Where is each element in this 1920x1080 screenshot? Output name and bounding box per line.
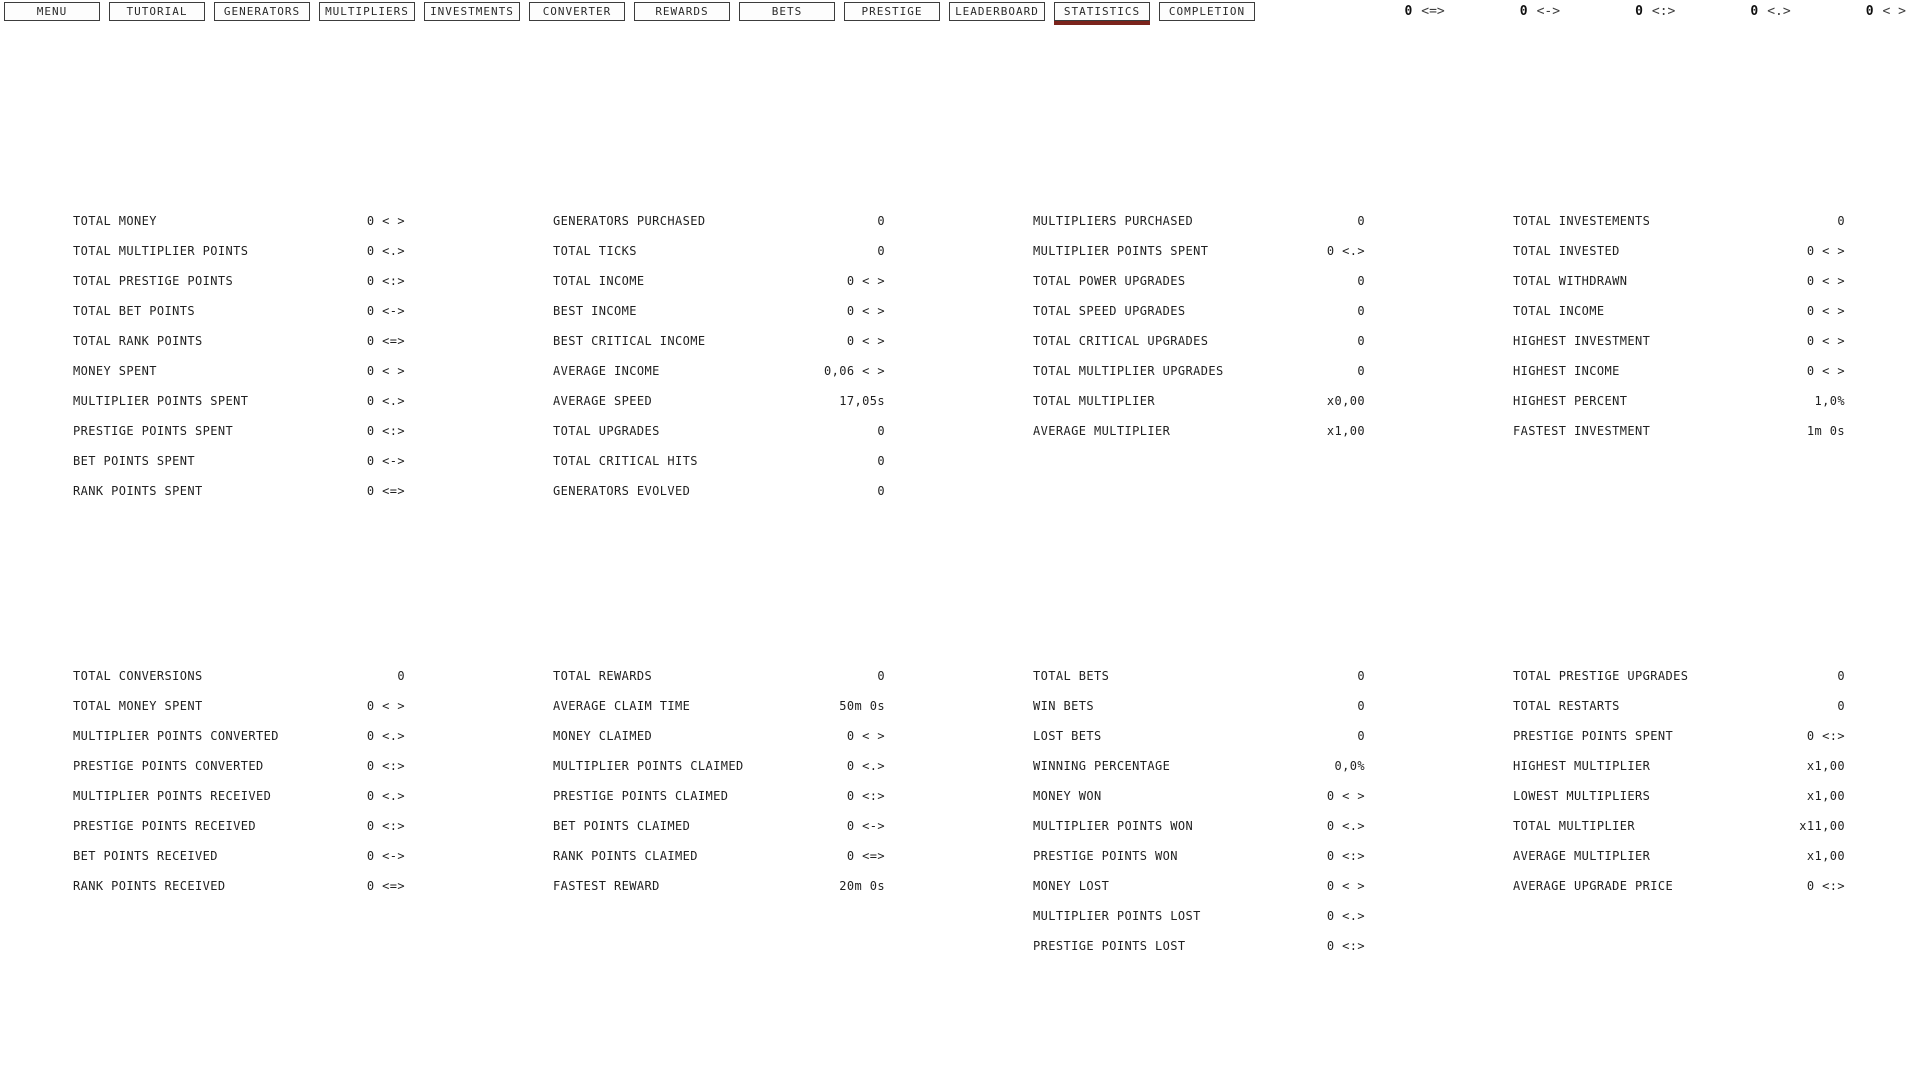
stat-value: 0 <-> xyxy=(366,304,405,318)
stat-label: AVERAGE UPGRADE PRICE xyxy=(1513,879,1674,893)
stat-row xyxy=(553,781,885,811)
stat-row xyxy=(1513,811,1845,841)
stat-value: 0 <.> xyxy=(366,729,405,743)
stat-label: MULTIPLIER POINTS SPENT xyxy=(1033,244,1209,258)
stat-label: LOWEST MULTIPLIERS xyxy=(1513,789,1651,803)
stat-value: 0,06 < > xyxy=(824,364,885,378)
stat-label: TOTAL CRITICAL HITS xyxy=(553,454,698,468)
stat-value: 0 xyxy=(397,669,405,683)
currency-amount: 0 xyxy=(1750,4,1759,19)
stat-row xyxy=(73,751,405,781)
stat-row xyxy=(1513,296,1845,326)
stat-label: RANK POINTS SPENT xyxy=(73,484,203,498)
nav-button-bets[interactable]: BETS xyxy=(739,2,835,21)
stat-value: 0 <.> xyxy=(1326,819,1365,833)
stat-value: 0 <-> xyxy=(366,849,405,863)
stat-label: TOTAL MULTIPLIER xyxy=(1033,394,1155,408)
stat-value: 0 <=> xyxy=(366,879,405,893)
stat-row xyxy=(73,416,405,446)
stat-row xyxy=(553,446,885,476)
currency-icon: < > xyxy=(1882,4,1906,19)
stat-row xyxy=(1033,691,1365,721)
stat-label: TOTAL REWARDS xyxy=(553,669,653,683)
stat-value: 0 xyxy=(1357,334,1365,348)
stat-value: 0 xyxy=(877,424,885,438)
stat-row xyxy=(553,386,885,416)
currency-icon: <=> xyxy=(1421,4,1445,19)
stat-label: TOTAL INCOME xyxy=(1513,304,1605,318)
stat-label: PRESTIGE POINTS CONVERTED xyxy=(73,759,264,773)
stat-label: HIGHEST INCOME xyxy=(1513,364,1620,378)
stat-value: 0 < > xyxy=(1806,274,1845,288)
stat-row xyxy=(553,416,885,446)
stat-value: 0 < > xyxy=(366,214,405,228)
stat-value: 0 xyxy=(877,214,885,228)
nav-button-menu[interactable]: MENU xyxy=(4,2,100,21)
stat-row xyxy=(73,661,405,691)
stat-row xyxy=(1033,841,1365,871)
stat-row xyxy=(553,206,885,236)
stat-row xyxy=(553,236,885,266)
stat-row xyxy=(553,661,885,691)
stat-row xyxy=(73,236,405,266)
stat-label: MULTIPLIER POINTS WON xyxy=(1033,819,1194,833)
nav-tabs xyxy=(4,2,1255,21)
stat-row xyxy=(1033,931,1365,961)
stat-label: TOTAL MONEY xyxy=(73,214,157,228)
stat-label: TOTAL WITHDRAWN xyxy=(1513,274,1628,288)
currency-bet-points xyxy=(1520,4,1560,19)
stat-row xyxy=(1513,416,1845,446)
stat-value: 0 xyxy=(1357,274,1365,288)
stats-section-rewards xyxy=(553,661,885,901)
stats-section-general xyxy=(73,206,405,506)
stat-value: 0 <:> xyxy=(366,274,405,288)
stat-label: TOTAL MULTIPLIER UPGRADES xyxy=(1033,364,1224,378)
stat-row xyxy=(1033,206,1365,236)
stat-row xyxy=(73,871,405,901)
stat-label: TOTAL TICKS xyxy=(553,244,637,258)
stat-row xyxy=(1513,206,1845,236)
stat-value: 0 <.> xyxy=(366,244,405,258)
stat-label: MULTIPLIER POINTS CONVERTED xyxy=(73,729,279,743)
stat-label: MULTIPLIER POINTS LOST xyxy=(1033,909,1201,923)
stat-value: 1m 0s xyxy=(1806,424,1845,438)
stat-label: TOTAL CRITICAL UPGRADES xyxy=(1033,334,1209,348)
nav-button-multipliers[interactable]: MULTIPLIERS xyxy=(319,2,415,21)
stat-row xyxy=(553,326,885,356)
stat-label: MONEY LOST xyxy=(1033,879,1110,893)
stat-value: 0 < > xyxy=(1806,364,1845,378)
stats-section-converter xyxy=(73,661,405,901)
stat-value: 0 xyxy=(1357,699,1365,713)
stat-label: TOTAL POWER UPGRADES xyxy=(1033,274,1186,288)
stat-row xyxy=(1513,661,1845,691)
stat-label: TOTAL BETS xyxy=(1033,669,1110,683)
stat-row xyxy=(553,721,885,751)
stat-value: 0 < > xyxy=(846,729,885,743)
stat-label: MULTIPLIER POINTS RECEIVED xyxy=(73,789,272,803)
stat-value: x1,00 xyxy=(1806,759,1845,773)
currency-rank-points xyxy=(1404,4,1444,19)
stat-row xyxy=(553,266,885,296)
stat-label: WINNING PERCENTAGE xyxy=(1033,759,1171,773)
currency-icon: <:> xyxy=(1651,4,1676,19)
stat-value: 0 xyxy=(1837,214,1845,228)
currency-icon: <-> xyxy=(1536,4,1561,19)
stat-row xyxy=(1513,781,1845,811)
stat-value: 0 xyxy=(1357,729,1365,743)
stat-value: 0 < > xyxy=(1326,879,1365,893)
stat-row xyxy=(73,811,405,841)
stat-value: 0 xyxy=(1357,214,1365,228)
stat-label: PRESTIGE POINTS SPENT xyxy=(1513,729,1674,743)
stat-value: 0 <=> xyxy=(366,334,405,348)
stat-label: MULTIPLIER POINTS SPENT xyxy=(73,394,249,408)
stat-label: PRESTIGE POINTS WON xyxy=(1033,849,1178,863)
stat-value: 0 < > xyxy=(1806,334,1845,348)
nav-button-generators[interactable]: GENERATORS xyxy=(214,2,310,21)
stat-value: x1,00 xyxy=(1326,424,1365,438)
stat-value: 0 < > xyxy=(846,274,885,288)
stat-label: HIGHEST PERCENT xyxy=(1513,394,1628,408)
stat-label: TOTAL SPEED UPGRADES xyxy=(1033,304,1186,318)
stat-value: 0 xyxy=(1357,364,1365,378)
stat-label: BEST INCOME xyxy=(553,304,637,318)
stat-label: TOTAL PRESTIGE POINTS xyxy=(73,274,234,288)
currency-amount: 0 xyxy=(1404,4,1413,19)
stat-row xyxy=(1033,871,1365,901)
stat-row xyxy=(1513,266,1845,296)
stat-value: 0 xyxy=(877,669,885,683)
currency-icon: <.> xyxy=(1767,4,1791,19)
stat-value: 50m 0s xyxy=(839,699,885,713)
stat-label: RANK POINTS CLAIMED xyxy=(553,849,698,863)
stat-label: AVERAGE MULTIPLIER xyxy=(1033,424,1171,438)
stat-value: 0 xyxy=(877,244,885,258)
stat-label: MULTIPLIERS PURCHASED xyxy=(1033,214,1194,228)
stat-row xyxy=(1513,871,1845,901)
stat-row xyxy=(1033,356,1365,386)
stats-section-generators xyxy=(553,206,885,506)
stat-label: WIN BETS xyxy=(1033,699,1094,713)
stat-row xyxy=(1513,236,1845,266)
stat-label: TOTAL UPGRADES xyxy=(553,424,660,438)
stat-row xyxy=(1513,721,1845,751)
stat-label: TOTAL MONEY SPENT xyxy=(73,699,203,713)
stat-row xyxy=(73,446,405,476)
stat-value: 0 <=> xyxy=(366,484,405,498)
stat-value: 0 <:> xyxy=(846,789,885,803)
stat-value: x0,00 xyxy=(1326,394,1365,408)
stat-label: BET POINTS CLAIMED xyxy=(553,819,691,833)
currency-bar xyxy=(1404,4,1906,19)
stat-row xyxy=(1033,416,1365,446)
currency-amount: 0 xyxy=(1865,4,1874,19)
stat-value: 1,0% xyxy=(1814,394,1845,408)
stat-label: AVERAGE CLAIM TIME xyxy=(553,699,691,713)
stat-label: MONEY SPENT xyxy=(73,364,157,378)
stat-row xyxy=(73,721,405,751)
nav-button-investments[interactable]: INVESTMENTS xyxy=(424,2,520,21)
stat-value: 0 < > xyxy=(1326,789,1365,803)
stat-value: 0 <.> xyxy=(1326,909,1365,923)
stat-label: MONEY CLAIMED xyxy=(553,729,653,743)
stat-row xyxy=(1033,781,1365,811)
stat-value: x1,00 xyxy=(1806,789,1845,803)
stat-row xyxy=(73,356,405,386)
stat-label: GENERATORS PURCHASED xyxy=(553,214,706,228)
stat-value: 0 <=> xyxy=(846,849,885,863)
stat-value: 0 < > xyxy=(1806,244,1845,258)
stat-value: 0 <:> xyxy=(366,424,405,438)
stat-label: LOST BETS xyxy=(1033,729,1102,743)
stats-section-investments xyxy=(1513,206,1845,446)
stat-label: TOTAL CONVERSIONS xyxy=(73,669,203,683)
stat-value: 0 < > xyxy=(846,304,885,318)
stat-value: 0 <:> xyxy=(1326,849,1365,863)
nav-button-rewards[interactable]: REWARDS xyxy=(634,2,730,21)
stat-label: PRESTIGE POINTS SPENT xyxy=(73,424,234,438)
stat-value: 0 <:> xyxy=(1806,879,1845,893)
stat-row xyxy=(73,476,405,506)
stat-label: TOTAL RESTARTS xyxy=(1513,699,1620,713)
stat-row xyxy=(553,691,885,721)
stat-label: TOTAL INVESTEMENTS xyxy=(1513,214,1651,228)
stat-label: GENERATORS EVOLVED xyxy=(553,484,691,498)
stat-row xyxy=(73,296,405,326)
stat-label: MULTIPLIER POINTS CLAIMED xyxy=(553,759,744,773)
stat-label: FASTEST INVESTMENT xyxy=(1513,424,1651,438)
stat-row xyxy=(73,266,405,296)
stat-row xyxy=(73,781,405,811)
stat-row xyxy=(1033,266,1365,296)
stat-value: 17,05s xyxy=(839,394,885,408)
stat-label: PRESTIGE POINTS RECEIVED xyxy=(73,819,256,833)
stat-row xyxy=(553,811,885,841)
stat-value: 0 <.> xyxy=(1326,244,1365,258)
stat-label: AVERAGE SPEED xyxy=(553,394,653,408)
nav-button-leaderboard[interactable]: LEADERBOARD xyxy=(949,2,1045,21)
stat-value: 0 <.> xyxy=(366,394,405,408)
stats-section-bets xyxy=(1033,661,1365,961)
stat-row xyxy=(1033,326,1365,356)
stat-row xyxy=(1033,751,1365,781)
stat-value: 0 xyxy=(877,454,885,468)
stat-value: 0,0% xyxy=(1334,759,1365,773)
stat-label: TOTAL RANK POINTS xyxy=(73,334,203,348)
stat-label: BET POINTS RECEIVED xyxy=(73,849,218,863)
currency-amount: 0 xyxy=(1635,4,1643,19)
stat-row xyxy=(1033,811,1365,841)
stat-label: AVERAGE INCOME xyxy=(553,364,660,378)
stat-value: 0 xyxy=(877,484,885,498)
stat-row xyxy=(73,206,405,236)
stat-value: x11,00 xyxy=(1799,819,1845,833)
stat-row xyxy=(553,476,885,506)
stat-row xyxy=(73,326,405,356)
stat-row xyxy=(1513,326,1845,356)
stat-label: TOTAL BET POINTS xyxy=(73,304,195,318)
stat-value: 0 <.> xyxy=(366,789,405,803)
stat-label: HIGHEST INVESTMENT xyxy=(1513,334,1651,348)
stat-value: 0 <-> xyxy=(366,454,405,468)
stat-label: TOTAL MULTIPLIER xyxy=(1513,819,1635,833)
stat-row xyxy=(553,751,885,781)
nav-button-completion[interactable]: COMPLETION xyxy=(1159,2,1255,21)
stat-row xyxy=(1033,901,1365,931)
stat-label: BET POINTS SPENT xyxy=(73,454,195,468)
stat-label: HIGHEST MULTIPLIER xyxy=(1513,759,1651,773)
stat-value: 0 <-> xyxy=(846,819,885,833)
stat-row xyxy=(1033,661,1365,691)
stat-label: RANK POINTS RECEIVED xyxy=(73,879,226,893)
currency-prestige-points xyxy=(1635,4,1675,19)
stat-value: 20m 0s xyxy=(839,879,885,893)
stat-value: 0 <:> xyxy=(1806,729,1845,743)
stat-row xyxy=(1033,386,1365,416)
stat-row xyxy=(553,841,885,871)
stat-value: 0 xyxy=(1357,669,1365,683)
stat-row xyxy=(1513,386,1845,416)
stat-row xyxy=(1513,841,1845,871)
stat-row xyxy=(1513,356,1845,386)
stat-label: TOTAL MULTIPLIER POINTS xyxy=(73,244,249,258)
nav-button-statistics[interactable]: STATISTICS xyxy=(1054,2,1150,21)
stat-label: MONEY WON xyxy=(1033,789,1102,803)
stat-row xyxy=(1513,691,1845,721)
stat-value: 0 <.> xyxy=(846,759,885,773)
stat-row xyxy=(1033,236,1365,266)
stat-label: TOTAL INVESTED xyxy=(1513,244,1620,258)
stats-section-prestige xyxy=(1513,661,1845,901)
stat-label: FASTEST REWARD xyxy=(553,879,660,893)
stat-label: AVERAGE MULTIPLIER xyxy=(1513,849,1651,863)
stat-label: PRESTIGE POINTS CLAIMED xyxy=(553,789,729,803)
currency-multiplier-points xyxy=(1750,4,1790,19)
nav-button-prestige[interactable]: PRESTIGE xyxy=(844,2,940,21)
currency-amount: 0 xyxy=(1519,4,1528,19)
stat-label: TOTAL INCOME xyxy=(553,274,645,288)
stat-value: x1,00 xyxy=(1806,849,1845,863)
stat-row xyxy=(1033,721,1365,751)
stat-row xyxy=(553,296,885,326)
stat-row xyxy=(1513,751,1845,781)
nav-button-tutorial[interactable]: TUTORIAL xyxy=(109,2,205,21)
stat-row xyxy=(73,386,405,416)
stat-value: 0 < > xyxy=(366,364,405,378)
stat-row xyxy=(73,691,405,721)
stat-value: 0 xyxy=(1837,669,1845,683)
stat-label: TOTAL PRESTIGE UPGRADES xyxy=(1513,669,1689,683)
stat-value: 0 xyxy=(1357,304,1365,318)
nav-button-converter[interactable]: CONVERTER xyxy=(529,2,625,21)
stat-value: 0 <:> xyxy=(1326,939,1365,953)
stat-row xyxy=(73,841,405,871)
stat-value: 0 < > xyxy=(1806,304,1845,318)
currency-money xyxy=(1866,4,1906,19)
stat-value: 0 xyxy=(1837,699,1845,713)
stat-value: 0 < > xyxy=(366,699,405,713)
stat-row xyxy=(553,356,885,386)
stat-row xyxy=(1033,296,1365,326)
stat-value: 0 < > xyxy=(846,334,885,348)
stat-value: 0 <:> xyxy=(366,819,405,833)
stats-section-multipliers xyxy=(1033,206,1365,446)
stat-value: 0 <:> xyxy=(366,759,405,773)
stat-label: PRESTIGE POINTS LOST xyxy=(1033,939,1186,953)
stat-label: BEST CRITICAL INCOME xyxy=(553,334,706,348)
stat-row xyxy=(553,871,885,901)
